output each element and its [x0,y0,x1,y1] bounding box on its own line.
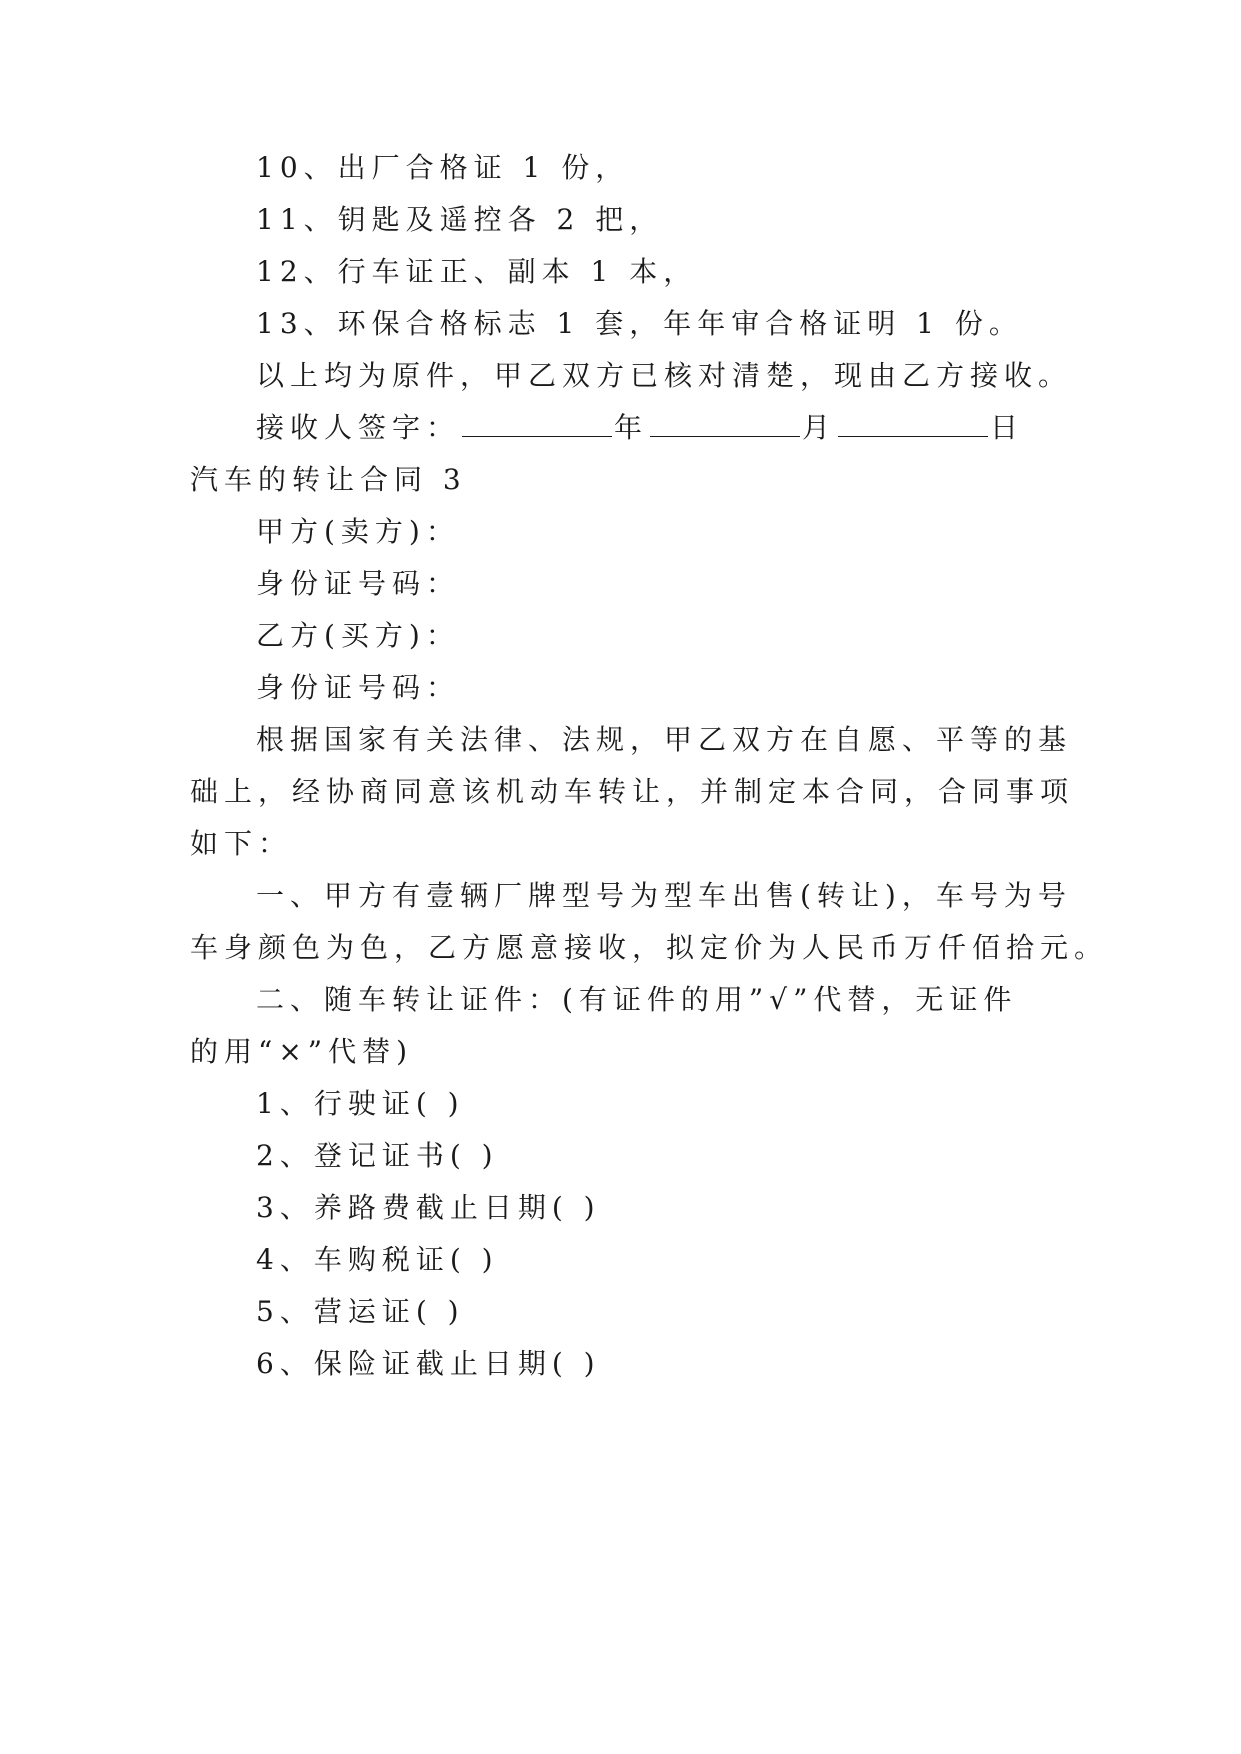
list-item: 4、车购税证( ) [256,1243,499,1276]
year-label: 年 [614,411,649,444]
signature-line [256,408,1024,448]
list-item: 10、出厂合格证 1 份， [256,151,630,184]
list-item: 12、行车证正、副本 1 本， [256,255,698,288]
paragraph-line: 车身颜色为色，乙方愿意接收，拟定价为人民币万仟佰拾元。 [190,931,1109,964]
paragraph-line: 如下： [190,827,293,860]
blank-field [650,408,800,437]
paragraph-line: 一、甲方有壹辆厂牌型号为型车出售(转让)，车号为号 [256,879,1072,912]
list-item: 11、钥匙及遥控各 2 把， [256,203,664,236]
paragraph-line: 的用“×”代替) [190,1035,414,1068]
party-line: 甲方(卖方)： [256,515,460,548]
list-item: 2、登记证书( ) [256,1139,499,1172]
blank-field [838,408,988,437]
list-item: 6、保险证截止日期( ) [256,1347,601,1380]
party-line: 身份证号码： [256,671,461,704]
paragraph-line: 础上，经协商同意该机动车转让，并制定本合同，合同事项 [190,775,1075,808]
day-label: 日 [990,411,1025,444]
paragraph-line: 二、随车转让证件：(有证件的用”√”代替，无证件 [256,983,1018,1016]
signature-label: 接收人签字： [256,411,461,444]
contract-title: 汽车的转让合同 3 [190,463,467,496]
list-item: 13、环保合格标志 1 套，年年审合格证明 1 份。 [256,307,1023,340]
blank-field [462,408,612,437]
party-line: 乙方(买方)： [256,619,460,652]
paragraph-line: 根据国家有关法律、法规，甲乙双方在自愿、平等的基 [256,723,1073,756]
list-item: 1、行驶证( ) [256,1087,465,1120]
list-item: 5、营运证( ) [256,1295,465,1328]
paragraph-line: 以上均为原件，甲乙双方已核对清楚，现由乙方接收。 [256,359,1073,392]
list-item: 3、养路费截止日期( ) [256,1191,601,1224]
month-label: 月 [802,411,837,444]
party-line: 身份证号码： [256,567,461,600]
